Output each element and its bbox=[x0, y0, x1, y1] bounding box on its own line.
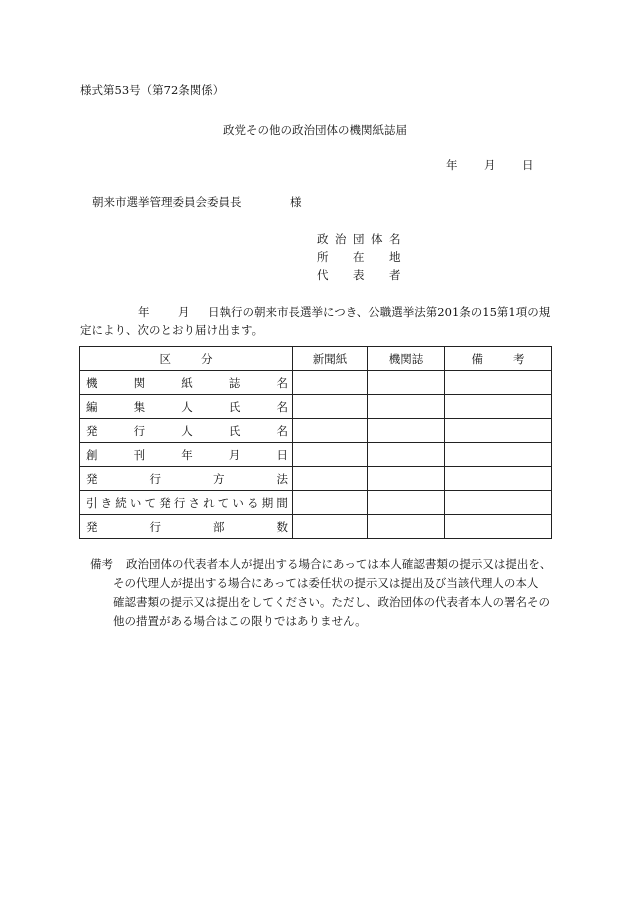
remarks-cell[interactable] bbox=[445, 491, 552, 515]
document-title: 政党その他の政治団体の機関紙誌届 bbox=[223, 123, 407, 137]
statement-line-2: 定により、次のとおり届け出ます。 bbox=[80, 323, 264, 337]
row-label-char: 行 bbox=[149, 471, 161, 486]
newspaper-cell[interactable] bbox=[293, 467, 368, 491]
addressee-name: 朝来市選挙管理委員会委員長 bbox=[92, 195, 242, 209]
table-row bbox=[80, 443, 552, 467]
header-magazine: 機関誌 bbox=[368, 347, 445, 371]
magazine-cell[interactable] bbox=[368, 467, 445, 491]
remarks-cell[interactable] bbox=[445, 371, 552, 395]
table-row bbox=[80, 491, 552, 515]
row-label-char: 氏 bbox=[228, 399, 241, 414]
row-label-char: て bbox=[144, 495, 157, 510]
row-label-char: 名 bbox=[276, 399, 288, 414]
row-label-char: 年 bbox=[181, 447, 193, 462]
date-month-label: 月 bbox=[484, 158, 496, 172]
row-label-char: る bbox=[247, 495, 259, 510]
org-representative-char: 者 bbox=[389, 268, 401, 282]
row-label-char: 行 bbox=[149, 519, 161, 534]
row-label-char: 行 bbox=[173, 495, 186, 510]
row-label bbox=[80, 419, 293, 443]
table-row bbox=[80, 515, 552, 539]
remarks-line-4: 他の措置がある場合はこの限りではありません。 bbox=[113, 614, 367, 628]
notification-table bbox=[79, 346, 552, 539]
statement-body: 日執行の朝来市長選挙につき、公職選挙法第201条の15第1項の規 bbox=[208, 305, 551, 319]
row-label-char: 人 bbox=[181, 423, 193, 438]
org-address-char: 所 bbox=[317, 250, 329, 264]
row-label-char: 創 bbox=[86, 447, 98, 462]
magazine-cell[interactable] bbox=[368, 395, 445, 419]
table-header-row bbox=[80, 347, 552, 371]
row-label-char: 名 bbox=[276, 423, 288, 438]
org-representative-char: 表 bbox=[353, 268, 365, 282]
row-label-char: れ bbox=[203, 495, 215, 510]
row-label-char: 行 bbox=[133, 423, 146, 438]
row-label-char: 続 bbox=[115, 495, 127, 510]
row-label-char: 期 bbox=[261, 495, 274, 510]
newspaper-cell[interactable] bbox=[293, 491, 368, 515]
remarks-line-2: その代理人が提出する場合にあっては委任状の提示又は提出及び当該代理人の本人 bbox=[113, 576, 539, 590]
statement-month-label: 月 bbox=[178, 305, 190, 319]
remarks-cell[interactable] bbox=[445, 419, 552, 443]
row-label bbox=[80, 395, 293, 419]
newspaper-cell[interactable] bbox=[293, 371, 368, 395]
row-label-char: 名 bbox=[276, 375, 288, 390]
row-label-char: さ bbox=[188, 495, 200, 510]
row-label-char: 刊 bbox=[133, 447, 146, 462]
magazine-cell[interactable] bbox=[368, 515, 445, 539]
org-name-char: 政 bbox=[317, 232, 329, 246]
row-label bbox=[80, 371, 293, 395]
row-label-char: 機 bbox=[86, 375, 98, 390]
row-label-char: 紙 bbox=[181, 375, 193, 390]
magazine-cell[interactable] bbox=[368, 419, 445, 443]
header-category bbox=[80, 347, 293, 371]
header-remarks bbox=[445, 347, 552, 371]
row-label-char: 月 bbox=[228, 447, 241, 462]
org-representative-char: 代 bbox=[317, 268, 329, 282]
row-label-char: き bbox=[100, 495, 113, 510]
newspaper-cell[interactable] bbox=[293, 443, 368, 467]
row-label-char: 集 bbox=[133, 399, 146, 414]
table-row bbox=[80, 467, 552, 491]
remarks-cell[interactable] bbox=[445, 443, 552, 467]
newspaper-cell[interactable] bbox=[293, 515, 368, 539]
remarks-line-1: 政治団体の代表者本人が提出する場合にあっては本人確認書類の提示又は提出を、 bbox=[126, 557, 552, 571]
table-body bbox=[80, 371, 552, 539]
row-label-char: て bbox=[217, 495, 230, 510]
org-address-char: 在 bbox=[353, 250, 365, 264]
row-label bbox=[80, 491, 293, 515]
row-label-char: い bbox=[232, 495, 244, 510]
row-label bbox=[80, 515, 293, 539]
remarks-cell[interactable] bbox=[445, 515, 552, 539]
org-name-char: 体 bbox=[371, 232, 383, 246]
newspaper-cell[interactable] bbox=[293, 419, 368, 443]
statement-year-label: 年 bbox=[138, 305, 150, 319]
row-label-char: 法 bbox=[276, 471, 288, 486]
org-address-char: 地 bbox=[389, 250, 401, 264]
header-category-char: 区 bbox=[159, 351, 171, 366]
row-label-char: 発 bbox=[159, 495, 171, 510]
table-row bbox=[80, 371, 552, 395]
header-remarks-char: 考 bbox=[513, 351, 525, 366]
row-label bbox=[80, 467, 293, 491]
magazine-cell[interactable] bbox=[368, 371, 445, 395]
row-label-char: 発 bbox=[86, 471, 98, 486]
table-row bbox=[80, 419, 552, 443]
remarks-cell[interactable] bbox=[445, 395, 552, 419]
row-label-char: 部 bbox=[213, 519, 225, 534]
org-name-char: 団 bbox=[353, 232, 365, 246]
row-label-char: 間 bbox=[276, 495, 288, 510]
header-newspaper: 新聞紙 bbox=[293, 347, 368, 371]
row-label-char: 発 bbox=[86, 423, 98, 438]
row-label bbox=[80, 443, 293, 467]
header-remarks-char: 備 bbox=[471, 351, 483, 366]
addressee-honorific: 様 bbox=[290, 195, 302, 209]
form-number: 様式第53号（第72条関係） bbox=[80, 83, 225, 97]
row-label-char: 数 bbox=[276, 519, 288, 534]
row-label-char: 氏 bbox=[228, 423, 241, 438]
remarks-label: 備考 bbox=[90, 557, 113, 571]
row-label-char: 人 bbox=[181, 399, 193, 414]
date-year-label: 年 bbox=[446, 158, 458, 172]
date-day-label: 日 bbox=[522, 158, 534, 172]
magazine-cell[interactable] bbox=[368, 443, 445, 467]
row-label-char: い bbox=[129, 495, 142, 510]
remarks-line-3: 確認書類の提示又は提出をしてください。ただし、政治団体の代表者本人の署名その bbox=[113, 595, 550, 609]
row-label-char: 関 bbox=[133, 375, 146, 390]
row-label-char: 日 bbox=[276, 447, 288, 462]
row-label-char: 誌 bbox=[228, 375, 241, 390]
row-label-char: 引 bbox=[86, 495, 98, 510]
table-row bbox=[80, 395, 552, 419]
remarks-cell[interactable] bbox=[445, 467, 552, 491]
magazine-cell[interactable] bbox=[368, 491, 445, 515]
org-name-char: 名 bbox=[389, 232, 401, 246]
row-label-char: 発 bbox=[86, 519, 98, 534]
row-label-char: 編 bbox=[86, 399, 98, 414]
row-label-char: 方 bbox=[213, 471, 225, 486]
newspaper-cell[interactable] bbox=[293, 395, 368, 419]
header-category-char: 分 bbox=[201, 351, 213, 366]
org-name-char: 治 bbox=[335, 232, 347, 246]
